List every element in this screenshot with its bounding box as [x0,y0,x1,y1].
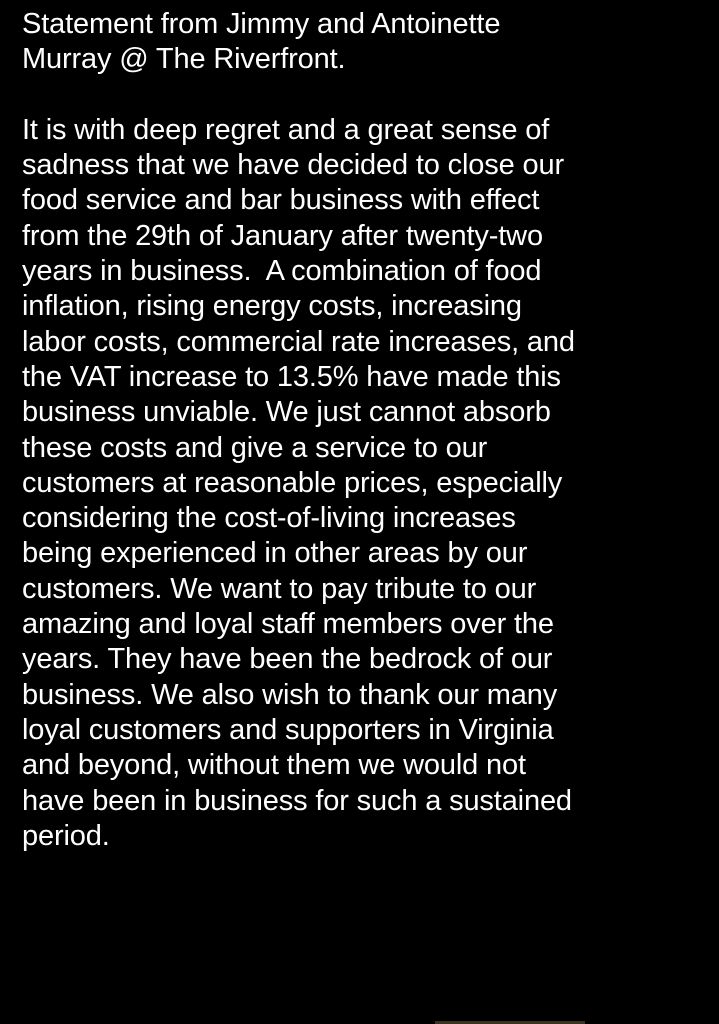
body-line: business. We also wish to thank our many [22,678,558,711]
body-line: business unviable. We just cannot absorb [22,396,551,429]
body-line: labor costs, commercial rate increases, and [22,325,575,358]
body-line: inflation, rising energy costs, increasing [22,290,522,323]
title-line: Statement from Jimmy and Antoinette [22,8,501,40]
body-line: years. They have been the bedrock of our [22,643,553,676]
body-line: customers at reasonable prices, especially [22,466,563,499]
body-line: amazing and loyal staff members over the [22,608,554,641]
statement-body [22,113,709,854]
body-line: It is with deep regret and a great sense of [22,113,550,146]
statement-title [22,7,709,78]
body-line: customers. We want to pay tribute to our [22,572,537,605]
body-line: being experienced in other areas by our [22,537,528,570]
body-line: period. [22,819,110,852]
body-line: and beyond, without them we would not [22,749,526,782]
body-line: these costs and give a service to our [22,431,488,464]
body-line: food service and bar business with effect [22,184,540,217]
paragraph-gap [22,78,709,113]
body-line: sadness that we have decided to close our [22,149,564,182]
title-line: Murray @ The Riverfront. [22,43,346,76]
body-line: have been in business for such a sustained [22,784,572,817]
body-line: loyal customers and supporters in Virginia [22,713,554,746]
body-line: the VAT increase to 13.5% have made this [22,360,561,393]
body-line: considering the cost-of-living increases [22,502,516,535]
body-line: from the 29th of January after twenty-two [22,219,543,252]
body-line: years in business. A combination of food [22,255,542,288]
